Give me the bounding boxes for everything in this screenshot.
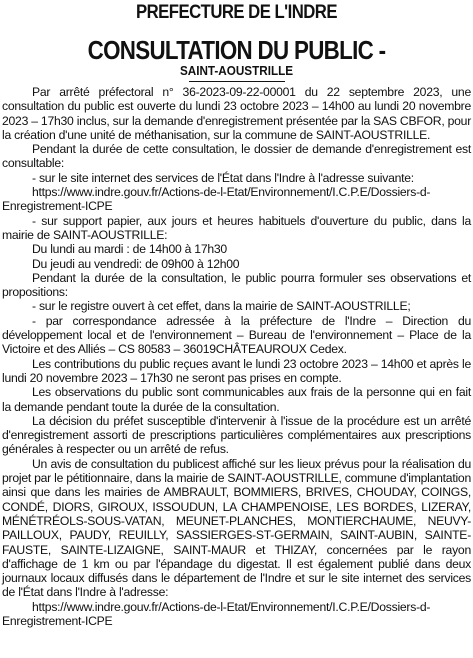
dossier-link-1[interactable]: https://www.indre.gouv.fr/Actions-de-l-Etat/Environnement/I.C.P.E/Dossiers-d-Enregistrement-ICPE	[2, 185, 431, 214]
paragraph-paper-support: - sur support papier, aux jours et heures habituels d'ouverture du public, dans la mairie de SAINT-AOUSTRILLE:	[2, 213, 471, 242]
paragraph-posting: Un avis de consultation du publicest affiché sur les lieux prévus pour la réalisation du projet par le pétitionnaire, dans la mairie de SAINT-AOUSTRILLE, commune d'implantation ainsi que dans les mairies de AMBRAULT, BOMMIERS, BRIVES, CHOUDAY, COINGS, CONDÉ, DIORS, GIROUX, ISSOUDUN, LA CHAMPENOISE, LES BORDES, LIZERAY, MÉNÉTRÉOLS-SOUS-VATAN, MEUNET-PLANCHES, MONTIERCHAUME, NEUVY-PAILLOUX, PAUDY, REUILLY, SASSIERGES-ST-GERMAIN, SAINT-AUBIN, SAINTE-FAUSTE, SAINTE-LIZAIGNE, SAINT-MAUR et THIZAY, concernées par le rayon d'affichage de 1 km ou par l'épandage du digestat. Il est également publié dans deux journaux locaux diffusés dans le département de l'Indre et sur le site internet des services de l'État dans l'Indre à l'adresse:	[2, 456, 471, 600]
hours-thursday-friday: Du jeudi au vendredi: de 09h00 à 12h00	[32, 256, 240, 271]
paragraph-decision: La décision du préfet susceptible d'intervenir à l'issue de la procédure est un arrêté d'enregistrement assorti de prescriptions particulières complémentaires aux prescriptions générales à respecter ou un arrêté de refus.	[2, 413, 471, 457]
paragraph-website: - sur le site internet des services de l'État dans l'Indre à l'adresse suivante:	[32, 170, 414, 185]
paragraph-file-available: Pendant la durée de cette consultation, le dossier de demande d'enregistrement est consultable:	[2, 142, 471, 171]
paragraph-observations: Pendant la durée de la consultation, le public pourra formuler ses observations et propositions:	[2, 270, 471, 300]
paragraph-correspondence: - par correspondance adressée à la préfecture de l'Indre – Direction du développement local et de l'environnement – Bureau de l'environnement – Place de la Victoire et des Alliés – CS 80583 – 36019CHÂTEAUROUX Cedex.	[2, 313, 471, 357]
hours-monday-tuesday: Du lundi au mardi : de 14h00 à 17h30	[32, 242, 227, 257]
paragraph-contributions: Les contributions du public reçues avant le lundi 23 octobre 2023 – 14h00 et après le lundi 20 novembre 2023 – 17h30 ne seront pas prises en compte.	[2, 356, 471, 385]
paragraph-register: - sur le registre ouvert à cet effet, dans la mairie de SAINT-AOUSTRILLE;	[32, 299, 411, 314]
commune-name: SAINT-AOUSTRILLE	[179, 63, 294, 78]
notice-body	[2, 85, 471, 628]
paragraph-decree: Par arrêté préfectoral n° 36-2023-09-22-00001 du 22 septembre 2023, une consultation du public est ouverte du lundi 23 octobre 2023 – 14h00 au lundi 20 novembre 2023 – 17h30 inclus, sur la demande d'enregistrement présentée par la SAS CBFOR, pour la création d'une unité de méthanisation, sur la commune de SAINT-AOUSTRILLE.	[2, 85, 471, 142]
notice-title: CONSULTATION DU PUBLIC -	[87, 35, 386, 65]
dossier-link-2[interactable]: https://www.indre.gouv.fr/Actions-de-l-Etat/Environnement/I.C.P.E/Dossiers-d-Enregistrement-ICPE	[2, 599, 431, 628]
paragraph-communicable: Les observations du public sont communicables aux frais de la personne qui en fait la demande pendant toute la durée de la consultation.	[2, 385, 471, 414]
prefecture-heading: PREFECTURE DE L'INDRE	[136, 2, 337, 23]
title-divider	[189, 81, 285, 82]
